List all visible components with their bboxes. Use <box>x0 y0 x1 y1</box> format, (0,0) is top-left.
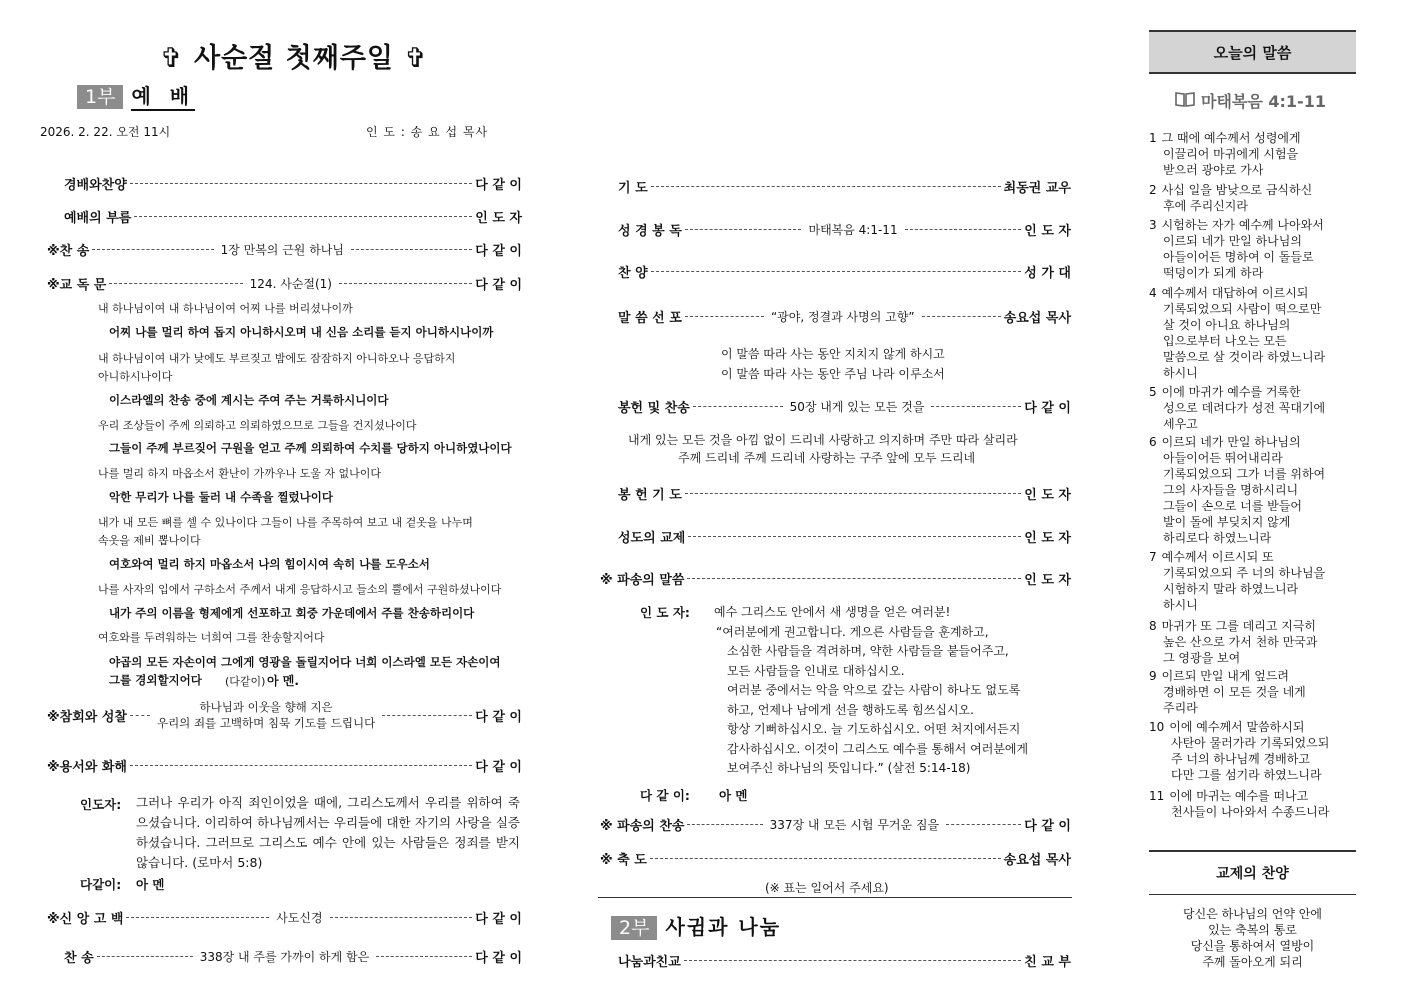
order-row-fellowship <box>618 527 1071 546</box>
verse-line: 이르되 네가 만일 하나님의 <box>1163 234 1302 248</box>
order-who: 성 가 대 <box>1024 266 1071 281</box>
verse-line: 하시니 <box>1163 598 1198 612</box>
forgive-leader-label: 인도자: <box>80 797 122 812</box>
forgive-all-label: 다같이: <box>80 877 122 892</box>
responsive-line: 어찌 나를 멀리 하여 돕지 아니하시오며 내 신음 소리를 듣지 아니하시나이까 <box>109 325 494 339</box>
verse-line: 하시니 <box>1163 366 1198 380</box>
order-label: ※용서와 화해 <box>47 760 127 775</box>
order-row-creed <box>47 908 522 927</box>
responsive-line: 내 하나님이여 내가 낮에도 부르짖고 밤에도 잠잠하지 아니하오나 응답하지 <box>98 352 456 365</box>
order-row-hymn2 <box>64 947 522 966</box>
order-row-hymn1 <box>47 240 522 259</box>
verse-line: 그들이 손으로 너를 받들어 <box>1163 499 1302 513</box>
verse-number: 6 <box>1149 435 1157 449</box>
verse-line: 이르되 만일 내게 엎드려 <box>1161 669 1290 683</box>
book-icon <box>1175 91 1195 111</box>
verse-line: 예수께서 대답하여 이르시되 <box>1161 286 1309 300</box>
responsive-line: 아니하시나이다 <box>98 370 173 383</box>
sending-line: “여러분에게 권고합니다. 게으른 사람들을 훈계하고, <box>716 624 989 639</box>
responsive-line: 여호와여 멀리 하지 마옵소서 나의 힘이시여 속히 나를 도우소서 <box>109 557 430 571</box>
hymn-line: 당신은 하나님의 언약 안에 <box>1183 907 1322 921</box>
order-label: 성도의 교제 <box>618 531 686 546</box>
order-row-offering <box>618 397 1071 416</box>
verse-item <box>1149 788 1361 820</box>
verse-line: 성으로 데려다가 성전 꼭대기에 <box>1163 401 1326 415</box>
verse-line: 천사들이 나아와서 수종드니라 <box>1171 805 1330 819</box>
scripture-reference: 마태복음 4:1-11 <box>1201 92 1326 111</box>
verse-line: 기록되었으되 그가 너를 위하여 <box>1163 467 1326 481</box>
responsive-line: 그들이 주께 부르짖어 구원을 얻고 주께 의뢰하여 수치를 당하지 아니하였나이다 <box>109 441 512 455</box>
order-mid: 337장 내 모든 시험 무거운 짐을 <box>769 818 940 832</box>
verse-line: 말씀으로 살 것이라 하였느니라 <box>1163 350 1326 364</box>
order-who: 인 도 자 <box>1024 531 1071 546</box>
hymn-title: 교제의 찬양 <box>1216 866 1289 882</box>
verse-line: 아들이어든 뛰어내리라 <box>1163 451 1283 465</box>
order-label: ※신 앙 고 백 <box>47 912 124 927</box>
service-leader: 인 도 : 송 요 섭 목사 <box>366 125 489 139</box>
order-who: 친 교 부 <box>1024 955 1071 970</box>
order-who: 다 같 이 <box>475 912 522 927</box>
order-mid: 338장 내 주를 가까이 하게 함은 <box>199 950 370 964</box>
order-row-offering-prayer <box>618 484 1071 503</box>
sending-amen: 아 멘 <box>719 788 748 803</box>
verse-line: 살 것이 아니요 하나님의 <box>1163 318 1291 332</box>
order-label: 봉 헌 기 도 <box>618 488 682 503</box>
offering-line-2: 주께 드리네 주께 드리네 사랑하는 구주 앞에 모두 드리네 <box>678 451 976 465</box>
order-row-call <box>64 207 522 226</box>
order-who: 다 같 이 <box>475 709 522 725</box>
responsive-line: 그를 경외할지어다 <box>109 673 202 687</box>
responsive-line: 이스라엘의 찬송 중에 계시는 주여 주는 거룩하시니이다 <box>109 393 389 407</box>
order-row-reflection <box>47 698 522 732</box>
order-mid <box>153 699 379 731</box>
verse-line: 시험하지 말라 하였느니라 <box>1163 582 1299 596</box>
order-row-sending-word <box>600 569 1071 588</box>
verse-number: 9 <box>1149 669 1157 683</box>
sending-all-label: 다 같 이: <box>640 788 690 803</box>
order-who: 송요섭 목사 <box>1003 311 1072 326</box>
order-who: 다 같 이 <box>1024 819 1071 834</box>
verse-line: 경배하면 이 모든 것을 네게 <box>1163 685 1306 699</box>
sending-line: 소심한 사람들을 격려하며, 약한 사람들을 붙들어주고, <box>727 644 1009 658</box>
verse-line: 높은 산으로 가서 천하 만국과 <box>1163 635 1318 649</box>
prayer-line-1: 이 말씀 따라 사는 동안 지치지 않게 하시고 <box>721 347 945 361</box>
service-date: 2026. 2. 22. 오전 11시 <box>40 125 171 139</box>
verse-line: 그 때에 예수께서 성령에게 <box>1161 131 1301 145</box>
forgive-amen: 아 멘 <box>136 877 165 892</box>
order-who: 다 같 이 <box>475 244 522 259</box>
hymn-line: 당신을 통하여서 열방이 <box>1190 939 1315 953</box>
part1-title: 예 배 <box>131 84 195 111</box>
reflection-line-1: 하나님과 이웃을 향해 지은 <box>199 700 333 714</box>
order-row-choir <box>618 262 1071 281</box>
verse-item <box>1149 384 1361 432</box>
verse-line: 입으로부터 나오는 모든 <box>1163 334 1287 348</box>
sending-leader-label: 인 도 자: <box>640 605 690 620</box>
verse-item <box>1149 719 1361 783</box>
verse-number: 3 <box>1149 218 1157 232</box>
verse-line: 이에 마귀는 예수를 떠나고 <box>1169 789 1309 803</box>
order-row-praise <box>64 174 522 193</box>
order-label: ※교 독 문 <box>47 278 107 293</box>
order-label: ※ 파송의 찬송 <box>600 819 685 834</box>
verse-line: 그의 사자들을 명하시리니 <box>1163 483 1299 497</box>
verse-line: 그 영광을 보여 <box>1163 651 1241 665</box>
verse-line: 이르되 네가 만일 하나님의 <box>1161 435 1301 449</box>
verse-line: 발이 돌에 부딪치지 않게 <box>1163 515 1291 529</box>
order-label: 찬 송 <box>64 951 94 966</box>
order-label: 경배와찬양 <box>64 178 127 193</box>
sending-line: 감사하십시오. 이것이 그리스도 예수를 통해서 여러분에게 <box>727 741 1029 756</box>
order-mid: 사도신경 <box>276 911 323 925</box>
verse-line: 이끌리어 마귀에게 시험을 <box>1163 147 1299 161</box>
order-who: 인 도 자 <box>1024 224 1071 239</box>
sending-line: 항상 기뻐하십시오. 늘 기도하십시오. 어떤 처지에서든지 <box>727 722 1021 736</box>
order-row-benediction <box>600 849 1071 868</box>
order-row-sharing <box>618 951 1071 970</box>
offering-line-1: 내게 있는 모든 것을 아낌 없이 드리네 사랑하고 의지하며 주만 따라 살리라 <box>628 433 1018 447</box>
verse-item <box>1149 618 1361 666</box>
verse-line: 세우고 <box>1163 417 1198 431</box>
part1-header <box>77 80 195 109</box>
part2-title: 사귐과 나눔 <box>665 915 782 939</box>
verse-line: 아들이어든 명하여 이 돌들로 <box>1163 250 1314 264</box>
verse-line: 기록되었으되 사람이 떡으로만 <box>1163 302 1322 316</box>
divider <box>1149 894 1356 895</box>
verse-item <box>1149 434 1361 546</box>
order-who: 송요섭 목사 <box>1003 853 1071 868</box>
verse-number: 7 <box>1149 550 1157 564</box>
order-label: 성 경 봉 독 <box>618 224 682 239</box>
prayer-line-2: 이 말씀 따라 사는 동안 주님 나라 이루소서 <box>721 367 945 381</box>
order-label: ※참회와 성찰 <box>47 709 127 725</box>
verse-line: 마귀가 또 그를 데리고 지극히 <box>1161 619 1317 633</box>
order-label: 예배의 부름 <box>64 211 132 226</box>
sending-line: 하고, 언제나 남에게 선을 행하도록 힘쓰십시오. <box>727 702 974 717</box>
verse-line: 이에 마귀가 예수를 거룩한 <box>1161 385 1301 399</box>
verse-item <box>1149 182 1361 214</box>
verse-number: 4 <box>1149 286 1157 300</box>
bulletin-title: ✞ 사순절 첫째주일 ✞ <box>160 43 429 74</box>
order-who: 다 같 이 <box>475 178 522 193</box>
verse-line: 주 너의 하나님께 경배하고 <box>1171 752 1310 766</box>
verse-line: 떡덩이가 되게 하라 <box>1163 266 1264 280</box>
verse-line: 기록되었으되 주 너의 하나님을 <box>1163 566 1326 580</box>
stand-note: (※ 표는 일어서 주세요) <box>765 881 889 895</box>
order-mid: 50장 내게 있는 모든 것을 <box>789 400 925 414</box>
verse-number: 10 <box>1149 720 1165 734</box>
verse-number: 5 <box>1149 385 1157 399</box>
verse-line: 이에 예수께서 말씀하시되 <box>1169 720 1305 734</box>
responsive-amen: 아 멘. <box>267 674 299 688</box>
order-who: 인 도 자 <box>475 211 522 226</box>
verse-item <box>1149 549 1361 613</box>
todays-word-title: 오늘의 말씀 <box>1213 43 1292 62</box>
responsive-line: 여호와를 두려워하는 너희여 그를 찬송할지어다 <box>98 631 325 644</box>
order-who: 최동권 교우 <box>1003 181 1071 196</box>
order-row-responsive <box>47 274 522 293</box>
order-row-forgiveness <box>47 756 522 775</box>
responsive-line: 나를 사자의 입에서 구하소서 주께서 내게 응답하시고 들소의 뿔에서 구원하셨나이다 <box>98 583 502 596</box>
verse-line: 사십 일을 밤낮으로 금식하신 <box>1161 183 1313 197</box>
sending-line: 보여주신 하나님의 뜻입니다.” (살전 5:14-18) <box>727 761 971 775</box>
order-label: ※ 축 도 <box>600 853 647 868</box>
verse-line: 받으러 광야로 가사 <box>1163 163 1264 177</box>
order-label: 봉헌 및 찬송 <box>618 401 690 416</box>
part2-header <box>611 911 781 940</box>
verse-item <box>1149 217 1361 281</box>
order-row-prayer <box>618 177 1071 196</box>
verse-line: 사탄아 물러가라 기록되었으되 <box>1171 736 1330 750</box>
order-who: 다 같 이 <box>475 760 522 775</box>
order-who: 인 도 자 <box>1024 573 1071 588</box>
sending-line: 예수 그리스도 안에서 새 생명을 얻은 여러분! <box>714 605 951 619</box>
sending-line: 여러분 중에서는 악을 악으로 갚는 사람이 하나도 없도록 <box>727 683 1021 697</box>
todays-word-header <box>1149 30 1356 74</box>
order-who: 다 같 이 <box>475 951 523 966</box>
forgive-text: 그러나 우리가 아직 죄인이었을 때에, 그리스도께서 우리를 위하여 죽으셨습니다. 이리하여 하나님께서는 우리들에 대한 자기의 사랑을 실증하셨습니다. 그러므로 그리스도 예수 안에 있는 사람들은 정죄를 받지 않습니다. (로마서 5:8) <box>136 795 520 870</box>
order-label: 기 도 <box>618 181 648 196</box>
responsive-line: 속옷을 제비 뽑나이다 <box>98 534 201 547</box>
verse-number: 1 <box>1149 131 1157 145</box>
responsive-line: 내가 내 모든 뼈를 셀 수 있나이다 그들이 나를 주목하여 보고 내 겉옷을 나누며 <box>98 516 473 529</box>
order-row-scripture <box>618 220 1071 239</box>
order-label: 찬 양 <box>618 266 648 281</box>
verse-line: 다만 그를 섬기라 하였느니라 <box>1171 768 1322 782</box>
verse-number: 8 <box>1149 619 1157 633</box>
order-who: 다 같 이 <box>475 278 523 293</box>
order-label: ※찬 송 <box>47 244 90 259</box>
order-mid: 124. 사순절(1) <box>249 277 332 291</box>
responsive-line: 나를 멀리 하지 마옵소서 환난이 가까우나 도울 자 없나이다 <box>98 467 381 480</box>
sending-line: 모든 사람들을 인내로 대하십시오. <box>727 663 905 678</box>
order-label: ※ 파송의 말씀 <box>600 573 685 588</box>
verse-item <box>1149 130 1361 178</box>
responsive-line: 야곱의 모든 자손이여 그에게 영광을 돌릴지어다 너희 이스라엘 모든 자손이여 <box>109 655 501 669</box>
order-who: 인 도 자 <box>1024 488 1071 503</box>
order-mid: 마태복음 4:1-11 <box>808 223 898 237</box>
responsive-line: 내가 주의 이름을 형제에게 선포하고 회중 가운데에서 주를 찬송하리이다 <box>109 606 475 620</box>
verse-item <box>1149 668 1361 716</box>
order-mid: 1장 만복의 근원 하나님 <box>220 243 344 257</box>
order-row-sermon <box>618 307 1071 326</box>
order-row-sending-hymn <box>600 815 1071 834</box>
divider <box>1149 850 1356 852</box>
verse-line: 예수께서 이르시되 또 <box>1161 550 1274 564</box>
verse-line: 후에 주리신지라 <box>1163 199 1248 213</box>
reflection-line-2: 우리의 죄를 고백하며 침묵 기도를 드립니다 <box>156 716 376 730</box>
verse-line: 주리라 <box>1163 701 1198 715</box>
hymn-line: 있는 축복의 통로 <box>1208 923 1297 937</box>
verse-line: 하리로다 하였느니라 <box>1163 531 1272 545</box>
order-mid: “광야, 정결과 사명의 고향” <box>770 310 915 324</box>
responsive-line: 우리 조상들이 주께 의뢰하고 의뢰하였으므로 그들을 건지셨나이다 <box>98 419 417 432</box>
part2-badge: 2부 <box>611 916 657 940</box>
part1-badge: 1부 <box>77 85 123 109</box>
verse-number: 2 <box>1149 183 1157 197</box>
scripture-heading <box>1175 89 1326 112</box>
verse-number: 11 <box>1149 789 1165 803</box>
verse-line: 시험하는 자가 예수께 나아와서 <box>1161 218 1324 232</box>
verse-item <box>1149 285 1361 381</box>
responsive-line: 내 하나님이여 내 하나님이여 어찌 나를 버리셨나이까 <box>98 302 353 315</box>
amen-prefix: (다같이) <box>225 675 266 688</box>
order-label: 나눔과친교 <box>618 955 681 970</box>
divider <box>598 897 1072 898</box>
responsive-line: 악한 무리가 나를 둘러 내 수족을 찔렀나이다 <box>109 490 333 504</box>
order-who: 다 같 이 <box>1024 401 1071 416</box>
order-label: 말 씀 선 포 <box>618 311 682 326</box>
hymn-line: 주께 돌아오게 되리 <box>1202 955 1303 969</box>
